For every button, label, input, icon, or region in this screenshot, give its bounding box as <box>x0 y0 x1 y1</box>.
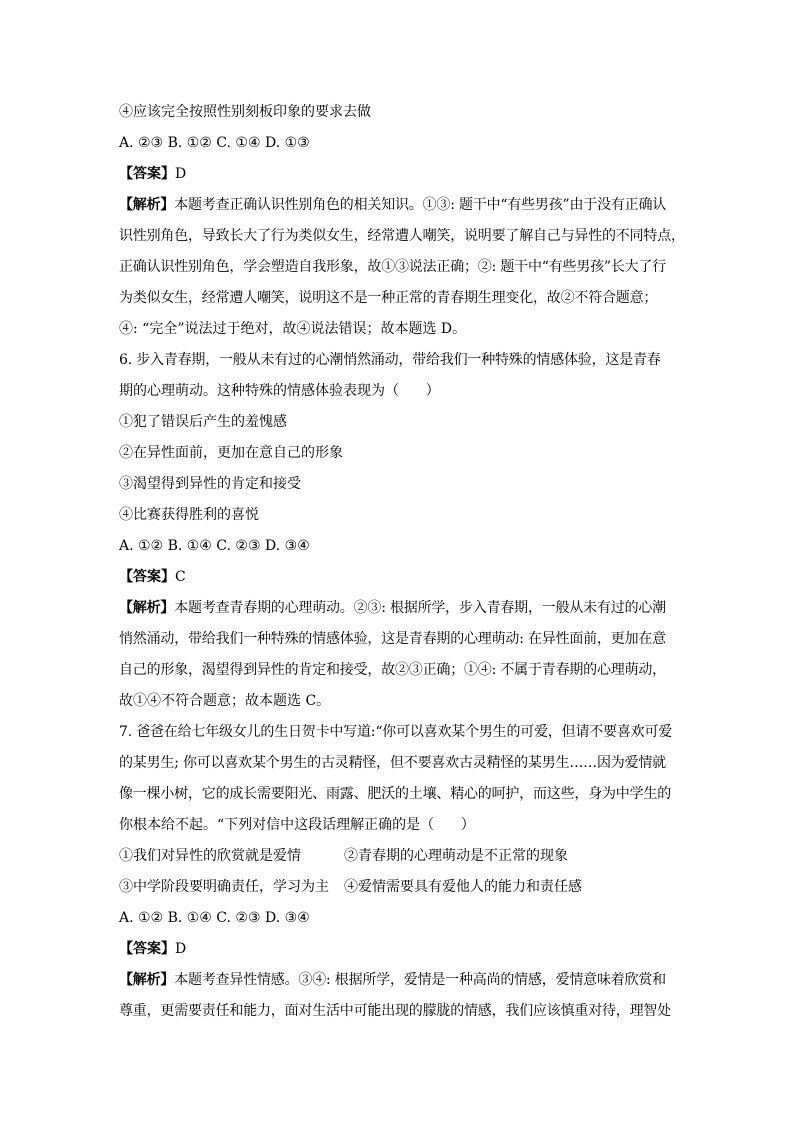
q7-answer <box>119 939 186 959</box>
analysis-tag: 【解析】 <box>119 600 175 616</box>
q7-choices: A. ①② B. ①④ C. ②③ D. ③④ <box>119 910 310 926</box>
q5-analysis-line-5: ④: “完全”说法过于绝对，故④说法错误；故本题选 D。 <box>119 321 467 337</box>
q5-answer <box>119 164 186 184</box>
answer-value: D <box>175 941 187 957</box>
q6-choices: A. ①② B. ①④ C. ②③ D. ③④ <box>119 538 310 554</box>
answer-tag: 【答案】 <box>119 569 175 585</box>
q7-analysis-line-2: 尊重，更需要责任和能力，面对生活中可能出现的朦胧的情感，我们应该慎重对待，理智处 <box>119 1003 671 1019</box>
analysis-text: 本题考查异性情感。③④: 根据所学，爱情是一种高尚的情感，爱情意味着欣赏和 <box>174 972 666 988</box>
q6-option-1: ①犯了错误后产生的羞愧感 <box>119 414 287 430</box>
q7-option-2: ②青春期的心理萌动是不正常的现象 <box>344 848 568 864</box>
q6-option-4: ④比赛获得胜利的喜悦 <box>119 507 259 523</box>
q7-stem-line-1: 7. 爸爸在给七年级女儿的生日贺卡中写道:“你可以喜欢某个男生的可爱，但请不要喜欢可爱 <box>119 724 673 740</box>
q6-answer <box>119 567 186 587</box>
q5-analysis-line-3: 正确认识性别角色，学会塑造自我形象，故①③说法正确；②: 题干中“有些男孩”长大了行 <box>119 259 667 275</box>
q6-analysis-line-2: 悄然涌动，带给我们一种特殊的情感体验，这是青春期的心理萌动: 在异性面前，更加在意 <box>119 631 666 647</box>
q5-analysis-line-4: 为类似女生，经常遭人嘲笑，说明这不是一种正常的青春期生理变化，故②不符合题意； <box>119 290 658 306</box>
q7-option-3: ③中学阶段要明确责任，学习为主 <box>119 879 329 895</box>
analysis-tag: 【解析】 <box>119 972 175 988</box>
analysis-tag: 【解析】 <box>119 197 175 213</box>
answer-tag: 【答案】 <box>119 166 175 182</box>
q6-stem-line-2: 期的心理萌动。这种特殊的情感体验表现为（ ） <box>119 383 440 399</box>
q7-analysis-line-1 <box>119 970 666 990</box>
q6-option-2: ②在异性面前，更加在意自己的形象 <box>119 445 343 461</box>
q7-option-1: ①我们对异性的欣赏就是爱情 <box>119 848 301 864</box>
q6-analysis-line-1 <box>119 598 666 618</box>
answer-value: D <box>175 166 187 182</box>
q6-analysis-line-4: 故①④不符合题意；故本题选 C。 <box>119 693 331 709</box>
analysis-text: 本题考查青春期的心理萌动。②③: 根据所学，步入青春期，一般从未有过的心潮 <box>174 600 666 616</box>
answer-tag: 【答案】 <box>119 941 175 957</box>
q7-stem-line-4: 你根本给不起。“下列对信中这段话理解正确的是（ ） <box>119 817 475 833</box>
q6-option-3: ③渴望得到异性的肯定和接受 <box>119 476 301 492</box>
q5-analysis-line-1 <box>119 195 666 215</box>
q5-option-4: ④应该完全按照性别刻板印象的要求去做 <box>119 104 371 120</box>
q6-stem-line-1: 6. 步入青春期，一般从未有过的心潮悄然涌动，带给我们一种特殊的情感体验，这是青春 <box>119 352 661 368</box>
q5-choices: A. ②③ B. ①② C. ①④ D. ①③ <box>119 135 310 151</box>
q7-stem-line-3: 像一棵小树，它的成长需要阳光、雨露、肥沃的土壤、精心的呵护，而这些，身为中学生的 <box>119 786 671 802</box>
q7-option-4: ④爱情需要具有爱他人的能力和责任感 <box>344 879 582 895</box>
q5-analysis-line-2: 识性别角色，导致长大了行为类似女生，经常遭人嘲笑，说明要了解自己与异性的不同特点， <box>119 228 685 244</box>
analysis-text: 本题考查正确认识性别角色的相关知识。①③: 题干中“有些男孩”由于没有正确认 <box>174 197 667 213</box>
q7-options-row-2 <box>119 877 679 897</box>
answer-value: C <box>175 569 186 585</box>
q7-stem-line-2: 的某男生; 你可以喜欢某个男生的古灵精怪，但不要喜欢古灵精怪的某男生……因为爱情就 <box>119 755 666 771</box>
q7-options-row-1 <box>119 846 679 866</box>
q6-analysis-line-3: 自己的形象，渴望得到异性的肯定和接受，故②③正确；①④: 不属于青春期的心理萌动， <box>119 662 666 678</box>
